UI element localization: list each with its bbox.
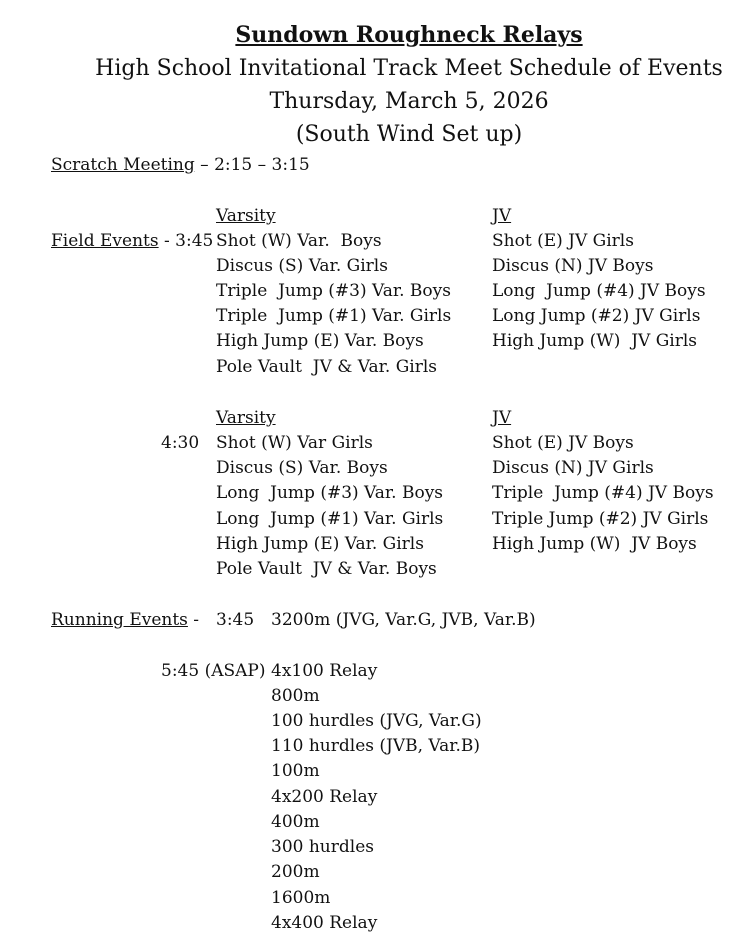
jv-event: Discus (N) JV Boys (492, 256, 654, 276)
varsity-event: Shot (W) Var Girls (216, 433, 373, 453)
varsity-event: Pole Vault JV & Var. Boys (216, 559, 437, 579)
meet-date: Thursday, March 5, 2026 (269, 89, 549, 114)
running-event: 4x200 Relay (271, 787, 378, 807)
field-events-time: 3:45 (175, 231, 214, 251)
jv-event: Shot (E) JV Boys (492, 433, 634, 453)
varsity-event: Long Jump (#1) Var. Girls (216, 509, 444, 529)
meet-subtitle: High School Invitational Track Meet Schedule of Events (95, 56, 723, 81)
varsity-heading: Varsity (216, 408, 276, 428)
running-event: 300 hurdles (271, 837, 374, 857)
varsity-event: Shot (W) Var. Boys (216, 231, 382, 251)
running-event: 4x400 Relay (271, 913, 378, 933)
varsity-event: High Jump (E) Var. Boys (216, 331, 424, 351)
varsity-event: High Jump (E) Var. Girls (216, 534, 424, 554)
running-events-row (51, 609, 199, 631)
jv-event: Triple Jump (#4) JV Boys (492, 483, 714, 503)
varsity-event: Triple Jump (#1) Var. Girls (216, 306, 452, 326)
running-event: 800m (271, 686, 320, 706)
jv-heading: JV (492, 206, 512, 226)
varsity-event: Long Jump (#3) Var. Boys (216, 483, 444, 503)
running-second-time: 5:45 (ASAP) (161, 661, 266, 681)
jv-event: Shot (E) JV Girls (492, 231, 634, 251)
running-event: 400m (271, 812, 320, 832)
running-event: 100 hurdles (JVG, Var.G) (271, 711, 482, 731)
session-time: 4:30 (161, 433, 200, 453)
varsity-event: Discus (S) Var. Girls (216, 256, 388, 276)
running-events-label: Running Events (51, 610, 188, 630)
jv-heading: JV (492, 408, 512, 428)
running-first-event: 3200m (JVG, Var.G, JVB, Var.B) (271, 610, 536, 630)
jv-event: Discus (N) JV Girls (492, 458, 654, 478)
running-event: 200m (271, 862, 320, 882)
running-first-time: 3:45 (216, 610, 255, 630)
running-event: 110 hurdles (JVB, Var.B) (271, 736, 481, 756)
varsity-heading: Varsity (216, 206, 276, 226)
jv-event: Long Jump (#4) JV Boys (492, 281, 706, 301)
jv-event: High Jump (W) JV Girls (492, 331, 698, 351)
jv-event: Long Jump (#2) JV Girls (492, 306, 701, 326)
field-events-row (51, 230, 213, 252)
meet-setup: (South Wind Set up) (295, 122, 523, 147)
scratch-meeting-row (51, 154, 310, 176)
running-event: 4x100 Relay (271, 661, 378, 681)
varsity-event: Triple Jump (#3) Var. Boys (216, 281, 451, 301)
jv-event: Triple Jump (#2) JV Girls (492, 509, 709, 529)
varsity-event: Discus (S) Var. Boys (216, 458, 388, 478)
scratch-meeting-time: – 2:15 – 3:15 (194, 155, 310, 175)
running-event: 1600m (271, 888, 331, 908)
meet-title: Sundown Roughneck Relays (235, 22, 583, 48)
jv-event: High Jump (W) JV Boys (492, 534, 697, 554)
varsity-event: Pole Vault JV & Var. Girls (216, 357, 438, 377)
field-events-label: Field Events (51, 231, 159, 251)
scratch-meeting-label: Scratch Meeting (51, 155, 195, 175)
running-event: 100m (271, 761, 320, 781)
running-events-separator: - (187, 610, 200, 630)
field-events-separator: - (158, 231, 176, 251)
